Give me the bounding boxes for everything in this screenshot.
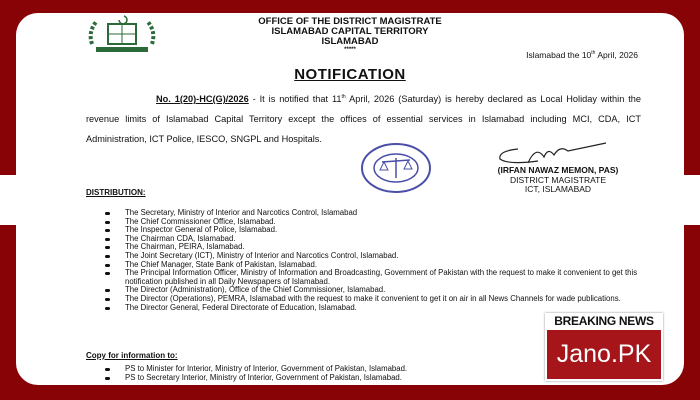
distribution-list xyxy=(105,209,655,312)
header-territory: ISLAMABAD CAPITAL TERRITORY xyxy=(271,26,429,37)
page-title: NOTIFICATION xyxy=(294,66,406,83)
reference-number: No. 1(20)-HC(G)/2026 xyxy=(156,94,249,105)
list-item: The Chief Commissioner Office, Islamabad. xyxy=(105,218,655,227)
list-item: The Joint Secretary (ICT), Ministry of Interior and Narcotics Control, Islamabad. xyxy=(105,252,655,261)
list-item: The Chairman CDA, Islamabad. xyxy=(105,235,655,244)
list-item: The Chairman, PEIRA, Islamabad. xyxy=(105,243,655,252)
badge-label: BREAKING NEWS xyxy=(554,314,654,328)
copy-heading: Copy for information to: xyxy=(86,351,178,360)
list-item: The Inspector General of Police, Islamabad. xyxy=(105,226,655,235)
distribution-heading: DISTRIBUTION: xyxy=(86,188,146,197)
list-item: The Chief Manager, State Bank of Pakistan, Islamabad. xyxy=(105,261,655,270)
list-item: The Director General, Federal Directorate of Education, Islamabad. xyxy=(105,304,655,313)
breaking-news-badge xyxy=(545,313,663,381)
list-item: The Director (Operations), PEMRA, Islamabad with the request to make it convenient to get it on air in all News Channels for wade publications. xyxy=(105,295,655,304)
list-item: The Director (Administration), Office of the Chief Commissioner, Islamabad. xyxy=(105,286,655,295)
header-stars: ***** xyxy=(344,47,356,53)
official-seal-icon xyxy=(360,142,432,194)
header-city: ISLAMABAD xyxy=(321,36,379,47)
list-item: The Secretary, Ministry of Interior and Narcotics Control, Islamabad xyxy=(105,209,655,218)
list-item: PS to Minister for Interior, Ministry of Interior, Government of Pakistan, Islamabad. xyxy=(105,365,655,374)
list-item: PS to Secretary Interior, Ministry of Interior, Government of Pakistan, Islamabad. xyxy=(105,374,655,383)
list-item: The Principal Information Officer, Ministry of Information and Broadcasting, Government of Pakistan with the request to make it convenient to get this notification published in all Daily Newspapers of Islamabad. xyxy=(105,269,655,286)
header-office: OFFICE OF THE DISTRICT MAGISTRATE xyxy=(258,16,442,27)
brand-logo: Jano.PK xyxy=(547,330,661,379)
notification-body: No. 1(20)-HC(G)/2026 - It is notified that 11th April, 2026 (Saturday) is hereby declared as Local Holiday within the revenue limits of Islamabad Capital Territory except the offices of essential services in Islamabad including MCI, CDA, ICT Administration, ICT Police, IESCO, SNGPL and Hospitals. xyxy=(86,94,642,145)
signatory-block: (IRFAN NAWAZ MEMON, PAS) DISTRICT MAGISTRATE ICT, ISLAMABAD xyxy=(497,165,619,194)
issue-date: Islamabad the 10th April, 2026 xyxy=(526,50,638,60)
